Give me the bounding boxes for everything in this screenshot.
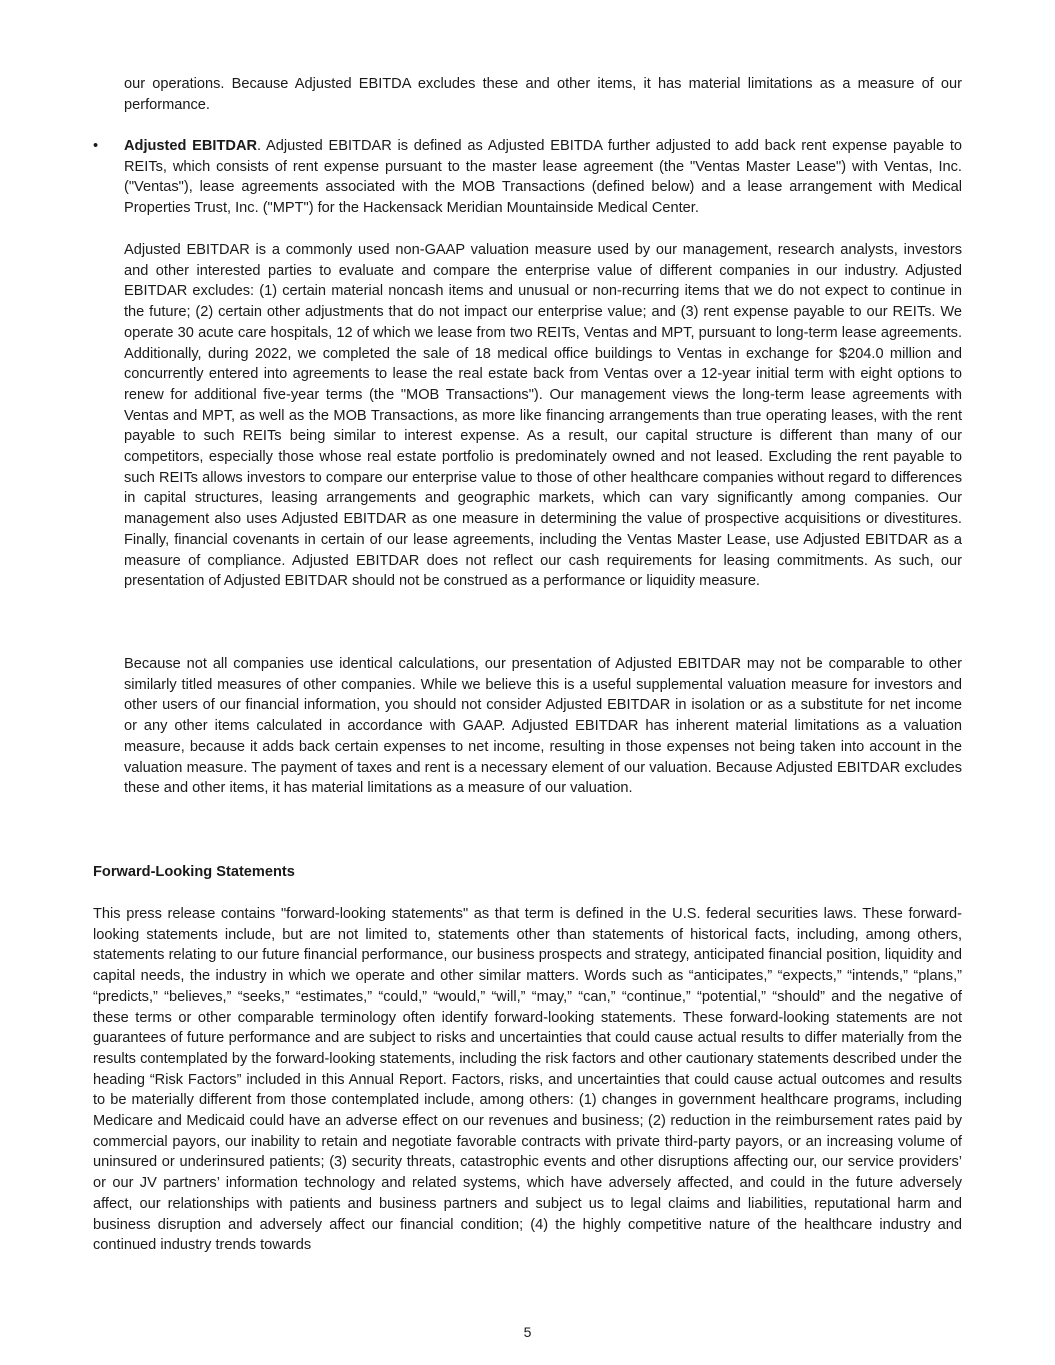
adjusted-ebitdar-usage-paragraph: Adjusted EBITDAR is a commonly used non-GAAP valuation measure used by our management, research analysts, investors and other interested parties to evaluate and compare the enterprise value of different companies in our industry. Adjusted EBITDAR excludes: (1) certain material noncash items and unusual or non-recurring items that we do not expect to continue in the future; (2) certain other adjustments that do not impact our enterprise value; and (3) rent expense payable to our REITs. We operate 30 acute care hospitals, 12 of which we lease from two REITs, Ventas and MPT, pursuant to long-term lease agreements. Additionally, during 2022, we completed the sale of 18 medical office buildings to Ventas in exchange for $204.0 million and concurrently entered into agreements to lease the real estate back from Ventas over a 12-year initial term with eight options to renew for additional five-year terms (the "MOB Transactions"). Our management views the long-term lease agreements with Ventas and MPT, as well as the MOB Transactions, as more like financing arrangements than true operating leases, with the rent payable to such REITs being similar to interest expense. As a result, our capital structure is different than many of our competitors, especially those whose real estate portfolio is predominately owned and not leased. Excluding the rent payable to such REITs allows investors to compare our enterprise value to those of other healthcare companies without regard to differences in capital structures, leasing arrangements and geographic markets, which can vary significantly among companies. Our management also uses Adjusted EBITDAR as one measure in determining the value of prospective acquisitions or divestitures. Finally, financial covenants in certain of our lease agreements, including the Ventas Master Lease, use Adjusted EBITDAR as a measure of compliance. Adjusted EBITDAR does not reflect our cash requirements for leasing commitments. As such, our presentation of Adjusted EBITDAR should not be construed as a performance or liquidity measure. [124, 242, 962, 590]
adjusted-ebitdar-definition-text: . Adjusted EBITDAR is defined as Adjusted EBITDA further adjusted to add back rent expense payable to REITs, which consists of rent expense pursuant to the master lease agreement (the "Ventas Master Lease") with Ventas, Inc. ("Ventas"), lease agreements associated with the MOB Transactions (defined below) and a lease arrangement with Medical Properties Trust, Inc. ("MPT") for the Hackensack Meridian Mountainside Medical Center. [124, 138, 963, 217]
adjusted-ebitdar-term: Adjusted EBITDAR [124, 138, 258, 154]
adjusted-ebitdar-limitations-paragraph: Because not all companies use identical calculations, our presentation of Adjusted EBITDAR may not be comparable to other similarly titled measures of other companies. While we believe this is a useful supplemental valuation measure for investors and other users of our financial information, you should not consider Adjusted EBITDAR in isolation or as a substitute for net income or any other items calculated in accordance with GAAP. Adjusted EBITDAR has inherent material limitations as a valuation measure, because it adds back certain expenses to net income, resulting in those expenses not being taken into account in the valuation measure. The payment of taxes and rent is a necessary element of our valuation. Because Adjusted EBITDAR excludes these and other items, it has material limitations as a measure of our valuation. [124, 656, 962, 797]
forward-looking-statements-body: This press release contains "forward-looking statements" as that term is defined in the U.S. federal securities laws. These forward-looking statements include, but are not limited to, statements other than statements of historical facts, including, among others, statements relating to our future financial performance, our business prospects and strategy, anticipated financial position, liquidity and capital needs, the industry in which we operate and other similar matters. Words such as “anticipates,” “expects,” “intends,” “plans,” “predicts,” “believes,” “seeks,” “estimates,” “could,” “would,” “will,” “may,” “can,” “continue,” “potential,” “should” and the negative of these terms or other comparable terminology often identify forward-looking statements. These forward-looking statements are not guarantees of future performance and are subject to risks and uncertainties that could cause actual results to differ materially from the results contemplated by the forward-looking statements, including the risk factors and other cautionary statements described under the heading “Risk Factors” included in this Annual Report. Factors, risks, and uncertainties that could cause actual outcomes and results to be materially different from those contemplated include, among others: (1) changes in government healthcare programs, including Medicare and Medicaid could have an adverse effect on our revenues and business; (2) reduction in the reimbursement rates paid by commercial payors, our inability to retain and negotiate favorable contracts with private third-party payors, or an increasing volume of uninsured or underinsured patients; (3) security threats, catastrophic events and other disruptions affecting our, our service providers’ or our JV partners’ information technology and related systems, which have adversely affected, and could in the future adversely affect, our relationships with patients and business partners and subject us to legal claims and liabilities, reputational harm and business disruption and adversely affect our financial condition; (4) the highly competitive nature of the healthcare industry and continued industry trends towards [93, 906, 962, 1254]
adjusted-ebitdar-definition [124, 136, 962, 219]
forward-looking-statements-heading: Forward-Looking Statements [93, 864, 295, 880]
page-number: 5 [523, 1324, 532, 1340]
adjusted-ebitda-continuation: our operations. Because Adjusted EBITDA excludes these and other items, it has material limitations as a measure of our performance. [124, 76, 962, 113]
bullet-marker: • [93, 138, 99, 154]
